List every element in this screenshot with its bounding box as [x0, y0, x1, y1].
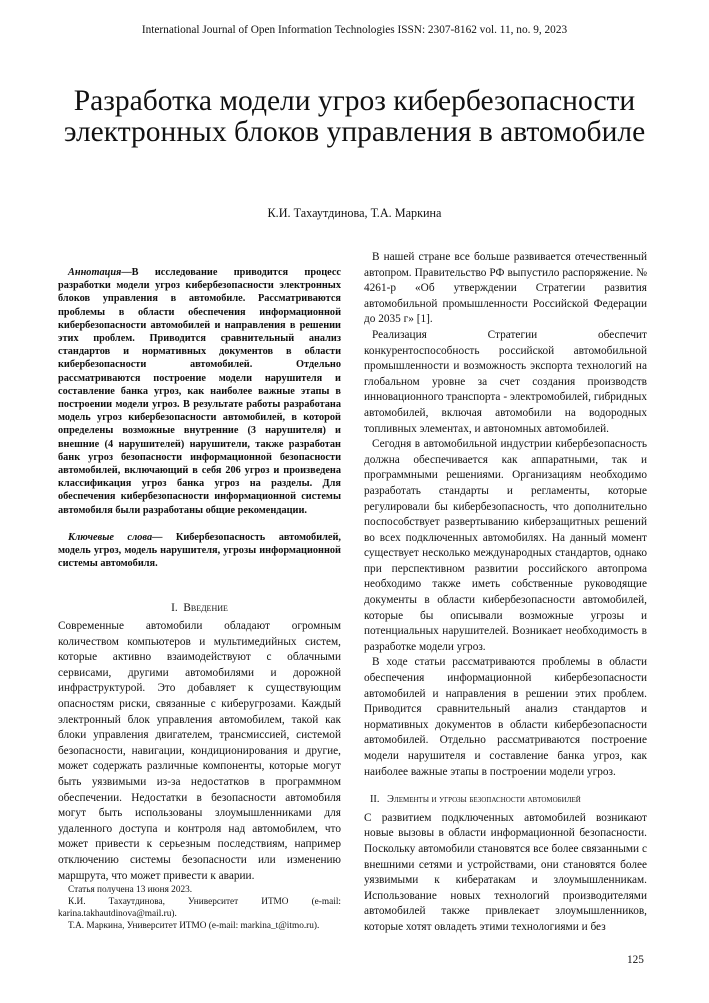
footnotes — [58, 884, 341, 932]
paragraph: Реализация Стратегии обеспечит конкурентоспособность российской автомобильной промышленности и возможность экспорта технологий на глобальном уровне за счет создания производств инновационного транспорта - электромобилей, гибридных автомобилей, включая автомобили на водородных топливных элементах, и автономных автомобилей. — [364, 328, 647, 435]
abstract-label: Аннотация — [68, 267, 122, 278]
paragraph: С развитием подключенных автомобилей возникают новые вызовы в области информационной безопасности. Поскольку автомобили становятся все более связанными с внешними сетями и устройствами, они становятся более уязвимыми к кибератакам и злоумышленникам. Использование новых технологий производителями автомобилей также привлекает злоумышленников, которые хотят овладеть этими технологиями и без — [364, 811, 647, 933]
section-number: II. — [370, 794, 380, 806]
paragraph: Сегодня в автомобильной индустрии кибербезопасность должна обеспечивается как аппаратными, так и программными решениями. Организациям необходимо разработать стандарты и регламенты, которые регулировали бы кибербезопасность, что дополнительно поспособствует развертыванию киберзащитных решений во всех подключенных автомобилях. На данный момент существует несколько международных стандартов, однако при перспективном развитии российского автопрома необходимо также иметь собственные руководящие документы в области кибербезопасности автомобилей, которые бы описывали возможные угрозы и потенциальных нарушителей. Возникает необходимость в разработке модели угроз. — [364, 438, 647, 653]
keywords-dash: — — [152, 531, 163, 543]
left-column — [58, 266, 341, 884]
authors: К.И. Тахаутдинова, Т.А. Маркина — [267, 206, 442, 220]
section-title: Элементы и угрозы безопасности автомобилей — [387, 794, 581, 806]
section-title: Введение — [183, 602, 228, 615]
page-number: 125 — [627, 954, 644, 966]
paragraph: В ходе статьи рассматриваются проблемы в области обеспечения информационной кибербезопасности автомобилей и направления в решении этих проблем. Приводится сравнительный анализ стандартов и нормативных документов в области кибербезопасности автомобилей. Отдельно рассматриваются построение модели нарушителя и составление банка угроз, как наиболее важные этапы в построении модели угроз. — [364, 656, 647, 778]
keywords — [58, 531, 341, 571]
paragraph: В нашей стране все больше развивается отечественный автопром. Правительство РФ выпустило распоряжение. № 4261-р «Об утверждении Стратегии развития автомобильной промышленности Российской Федерации до 2035 г» [1]. — [364, 251, 647, 326]
section-heading-elements — [370, 792, 647, 808]
footnote-author-1: К.И. Тахаутдинова, Университет ИТМО (e-mail: karina.takhautdinova@mail.ru). — [58, 897, 341, 919]
keywords-text: Кибербезопасность автомобилей, модель угроз, модель нарушителя, угрозы информационной системы автомобиля. — [58, 531, 341, 570]
footnote-received: Статья получена 13 июня 2023. — [68, 885, 193, 895]
abstract-dash: — — [121, 267, 132, 278]
paragraph: Современные автомобили обладают огромным количеством компьютеров и мультимедийных систем, которые активно взаимодействуют с облачными сервисами, другими автомобилями и дорожной инфраструктурой. Это добавляет к существующим опасностям риски, связанные с киберугрозами. Каждый электронный блок управления автомобилем, такой как блоки управления двигателем, трансмиссией, системой безопасности, навигации, кондиционирования и другие, может содержать различные компоненты, которые могут быть уязвимыми из-за недостатков в программном обеспечении. Недостатки в безопасности автомобиля могут быть использованы злоумышленниками для удаленного доступа и контроля над автомобилем, что может привести к серьезным последствиям, например отключению системы безопасности или изменению маршрута, что может привести к аварии. — [58, 620, 341, 882]
running-head: International Journal of Open Information Technologies ISSN: 2307-8162 vol. 11, no. 9, 2023 — [141, 24, 568, 36]
section-heading-introduction — [58, 601, 341, 617]
abstract — [58, 266, 341, 517]
paper-title: Разработка модели угроз кибербезопасности электронных блоков управления в автомобиле — [63, 85, 646, 148]
section-number: I. — [171, 602, 178, 615]
abstract-text: В исследование приводится процесс разработки модели угроз кибербезопасности электронных блоков управления в автомобиле. Рассматриваются проблемы в области обеспечения информационной кибербезопасности автомобилей и направления в решении этих проблем. Приводится сравнительный анализ стандартов и нормативных документов в области кибербезопасности автомобилей. Отдельно рассматриваются построение модели нарушителя и составление банка угроз, как наиболее важные этапы в построении модели угроз. В результате работы разработана модель угроз кибербезопасности автомобилей, в которой определены возможные внутренние (3 нарушителя) и внешние (4 нарушителей) нарушители, также разработан банк угроз безопасности информационной безопасности автомобилей, включающий в себя 206 угроз и произведена классификация угроз банка угроз на разделы. Для обеспечения кибербезопасности информационной системы автомобиля были разработаны общие рекомендации. — [58, 267, 341, 516]
footnote-author-2: Т.А. Маркина, Университет ИТМО (e-mail: markina_t@itmo.ru). — [68, 921, 320, 931]
right-column — [364, 250, 647, 936]
keywords-label: Ключевые слова — [68, 531, 153, 543]
